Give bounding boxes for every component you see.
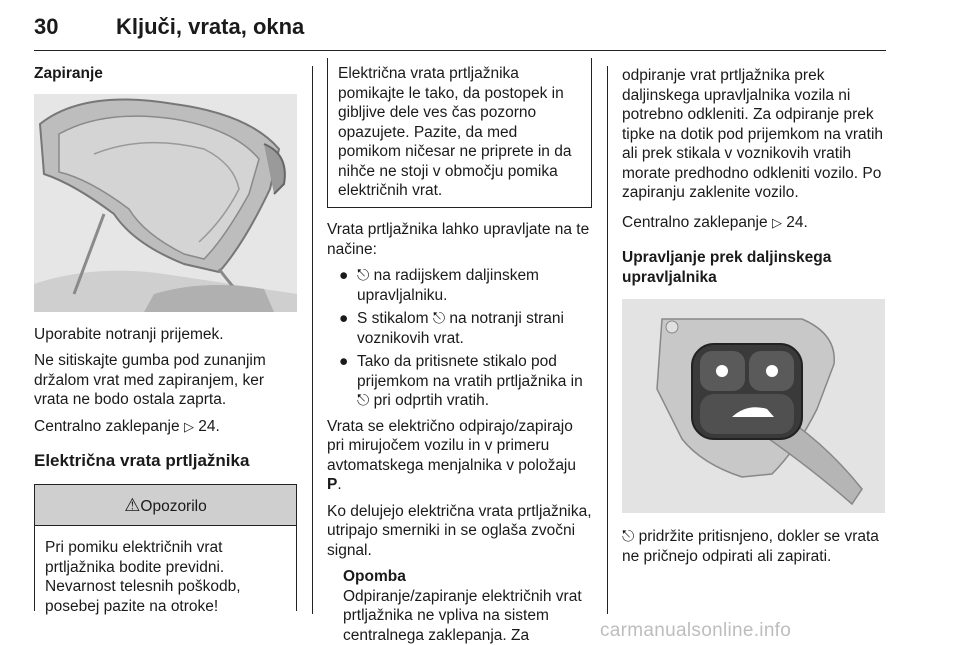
reference-page[interactable]: 24 bbox=[786, 214, 803, 231]
tailgate-icon: ⎋ bbox=[357, 392, 369, 409]
closing-instruction: Uporabite notranji prijemek. bbox=[34, 325, 297, 345]
closing-heading: Zapiranje bbox=[34, 64, 297, 84]
page-ref-arrow-icon: ▷ bbox=[184, 419, 194, 434]
remote-instruction: ⎋ pridržite pritisnjeno, dokler se vrata ne pričnejo odpirati ali zapirati. bbox=[622, 527, 887, 566]
central-locking-reference: Centralno zaklepanje ▷ 24. bbox=[34, 417, 297, 437]
page-number: 30 bbox=[34, 14, 58, 40]
column-divider bbox=[607, 66, 608, 614]
list-item: ● S stikalom ⎋ na notranji strani voznikovih vrat. bbox=[327, 309, 592, 348]
list-item: ● ⎋ na radijskem daljinskem upravljalniku. bbox=[327, 266, 592, 305]
gear-position: P bbox=[327, 476, 337, 493]
page-ref-arrow-icon: ▷ bbox=[772, 215, 782, 230]
remote-key-illustration bbox=[622, 299, 885, 513]
signal-info: Ko delujejo električna vrata prtljažnika, utripajo smerniki in se oglaša zvočni signal. bbox=[327, 502, 592, 561]
tailgate-closing-illustration bbox=[34, 94, 297, 312]
central-locking-reference: Centralno zaklepanje ▷ 24. bbox=[622, 213, 887, 233]
caution-box: Električna vrata prtljažnika pomikajte le tako, da postopek in gibljive dele ves čas pozorno opazujete. Pazite, da med pomikom ničesar ne priprete in da nihče ne stoji v območju pomika električnih vrat. bbox=[327, 58, 592, 208]
reference-page[interactable]: 24 bbox=[198, 418, 215, 435]
page-header bbox=[34, 6, 886, 51]
operation-conditions: Vrata se električno odpirajo/zapirajo pri mirujočem vozilu in v primeru avtomatskega menjalnika v položaju P. bbox=[327, 417, 592, 495]
note-block bbox=[327, 567, 592, 645]
warning-box bbox=[34, 484, 297, 611]
section-title: Električna vrata prtljažnika bbox=[34, 450, 297, 472]
warning-triangle-icon: ⚠ bbox=[124, 495, 140, 515]
warning-text: Pri pomiku električnih vrat prtljažnika bodite previdni. Nevarnost telesnih poškodb, posebej pazite na otroke! bbox=[35, 526, 296, 620]
list-item: ● Tako da pritisnete stikalo pod prijemkom na vratih prtljažnika in ⎋ pri odprtih vratih. bbox=[327, 352, 592, 411]
reference-label: Centralno zaklepanje bbox=[622, 214, 772, 231]
chapter-title: Ključi, vrata, okna bbox=[116, 14, 304, 40]
remote-heading: Upravljanje prek daljinskega upravljalnika bbox=[622, 248, 842, 287]
reference-label: Centralno zaklepanje bbox=[34, 418, 184, 435]
note-text: Odpiranje/zapiranje električnih vrat prtljažnika ne vpliva na sistem centralnega zaklepanja. Za bbox=[343, 587, 592, 645]
operation-intro: Vrata prtljažnika lahko upravljate na te načine: bbox=[327, 220, 592, 259]
warning-header bbox=[35, 485, 296, 526]
warning-label: Opozorilo bbox=[140, 498, 206, 515]
tailgate-icon: ⎋ bbox=[433, 310, 445, 327]
column-divider bbox=[312, 66, 313, 614]
note-title: Opomba bbox=[343, 567, 592, 587]
tailgate-icon: ⎋ bbox=[622, 528, 634, 545]
column-2 bbox=[327, 58, 592, 645]
column-3 bbox=[622, 58, 887, 573]
closing-warning-text: Ne sitiskajte gumba pod zunanjim držalom vrat med zapiranjem, ker vrata ne bodo ostala zaprta. bbox=[34, 351, 297, 410]
watermark: carmanualsonline.info bbox=[600, 620, 791, 642]
operation-methods-list bbox=[327, 266, 592, 411]
unlock-info: odpiranje vrat prtljažnika prek daljinskega upravljalnika vozila ni potrebno odkleniti. Za odpiranje prek tipke na dotik pod prijemkom na vratih ali prek stikala v voznikovih vratih morate predhodno odkleniti vozilo. Po zapiranju zaklenite vozilo. bbox=[622, 66, 887, 203]
tailgate-icon: ⎋ bbox=[357, 267, 369, 284]
column-1 bbox=[34, 58, 297, 611]
